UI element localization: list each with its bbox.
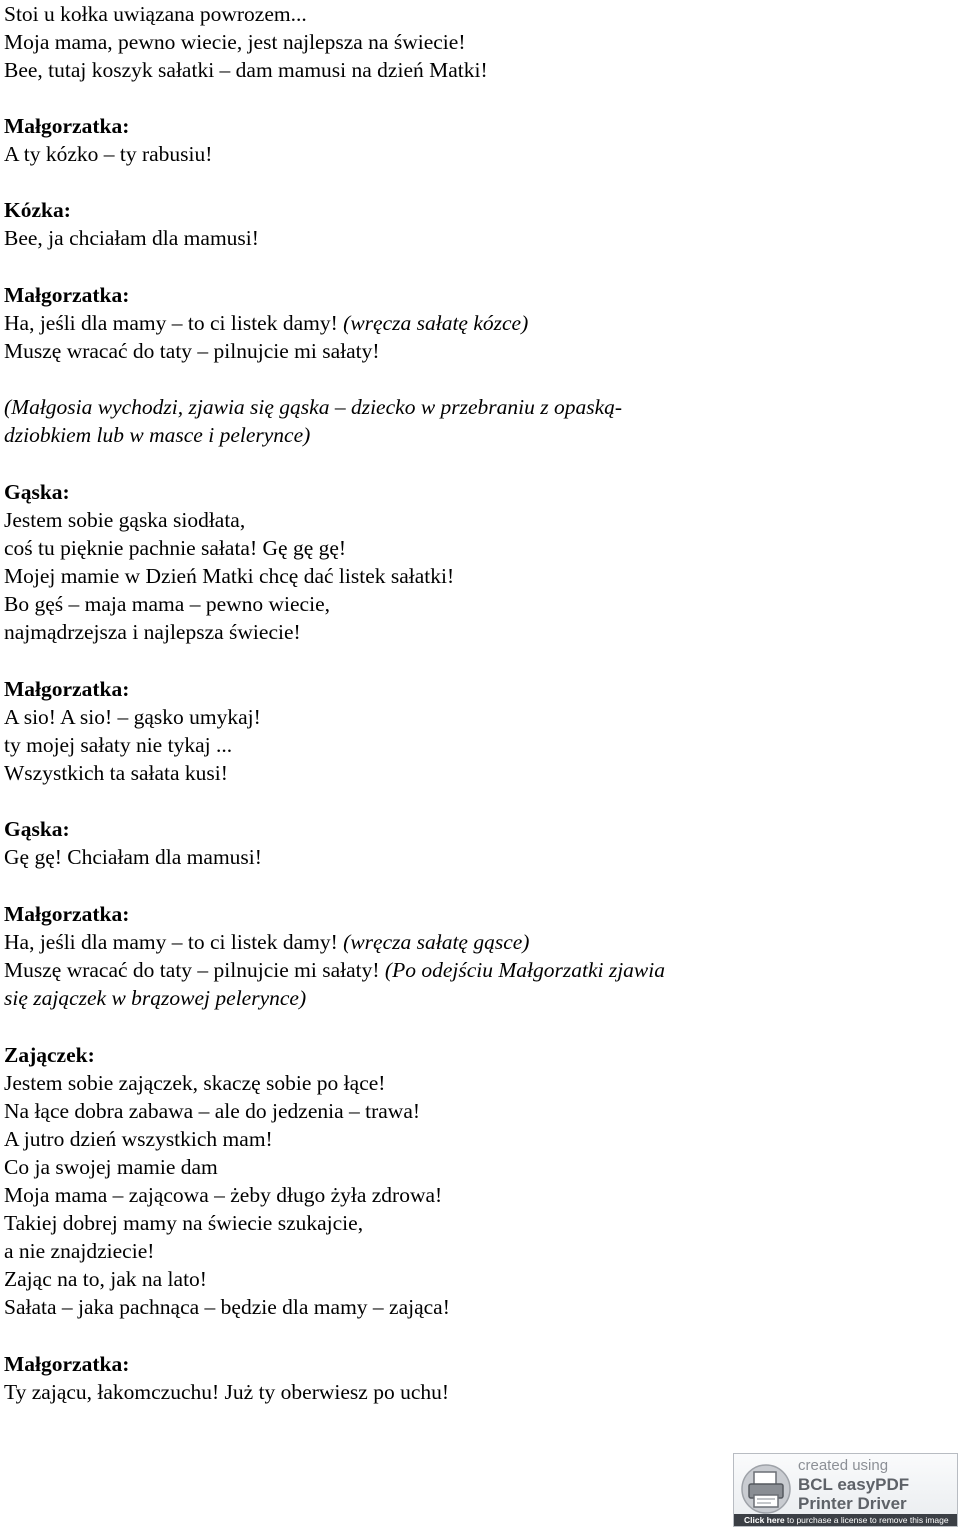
dialogue-text: A sio! A sio! – gąsko umykaj!	[4, 705, 261, 729]
text-line	[4, 703, 261, 731]
text-line	[4, 1097, 420, 1125]
speaker-name: Małgorzatka:	[4, 1352, 130, 1376]
dialogue-text: a nie znajdziecie!	[4, 1239, 155, 1263]
speaker-name: Małgorzatka:	[4, 677, 130, 701]
dialogue-text: Moja mama – zającowa – żeby długo żyła zdrowa!	[4, 1183, 443, 1207]
click-here-text: Click here	[744, 1515, 785, 1525]
badge-created-text: created using	[798, 1457, 889, 1474]
dialogue-text: Jestem sobie gąska siodłata,	[4, 508, 246, 532]
badge-product-type: Printer Driver	[798, 1494, 907, 1513]
badge-product-name: BCL easyPDF	[798, 1475, 910, 1494]
dialogue-text: Moja mama, pewno wiecie, jest najlepsza na świecie!	[4, 30, 466, 54]
dialogue-text: coś tu pięknie pachnie sałata! Gę gę gę!	[4, 536, 347, 560]
text-line	[4, 421, 310, 449]
speaker-label	[4, 815, 70, 843]
dialogue-text: Takiej dobrej mamy na świecie szukajcie,	[4, 1211, 364, 1235]
stage-direction: się zajączek w brązowej pelerynce)	[4, 986, 307, 1010]
speaker-name: Małgorzatka:	[4, 902, 130, 926]
text-line	[4, 1378, 449, 1406]
dialogue-text: Ty zającu, łakomczuchu! Już ty oberwiesz po uchu!	[4, 1380, 450, 1404]
dialogue-text: A jutro dzień wszystkich mam!	[4, 1127, 273, 1151]
speaker-name: Gąska:	[4, 817, 70, 841]
text-line	[4, 28, 465, 56]
text-line	[4, 0, 307, 28]
text-line	[4, 56, 488, 84]
dialogue-text: Bee, tutaj koszyk sałatki – dam mamusi na dzień Matki!	[4, 58, 488, 82]
text-line	[4, 562, 454, 590]
stage-direction: (Po odejściu Małgorzatki zjawia	[384, 958, 665, 982]
text-line	[4, 534, 346, 562]
dialogue-text: A ty kózko – ty rabusiu!	[4, 142, 213, 166]
dialogue-text: Ha, jeśli dla mamy – to ci listek damy!	[4, 311, 344, 335]
text-line	[4, 224, 259, 252]
text-line	[4, 140, 212, 168]
stage-direction: (wręcza sałatę kózce)	[343, 311, 529, 335]
dialogue-text: Sałata – jaka pachnąca – będzie dla mamy – zająca!	[4, 1295, 450, 1319]
text-line	[4, 731, 232, 759]
speaker-label	[4, 675, 129, 703]
speaker-label	[4, 281, 129, 309]
text-line	[4, 1237, 154, 1265]
dialogue-text: Muszę wracać do taty – pilnujcie mi sałaty!	[4, 339, 380, 363]
speaker-name: Kózka:	[4, 198, 71, 222]
text-line	[4, 309, 528, 337]
text-line	[4, 1181, 442, 1209]
text-line	[4, 590, 330, 618]
text-line	[4, 337, 380, 365]
dialogue-text: najmądrzejsza i najlepsza świecie!	[4, 620, 301, 644]
speaker-name: Gąska:	[4, 480, 70, 504]
purchase-license-link[interactable]	[734, 1514, 957, 1526]
text-line	[4, 1209, 363, 1237]
text-line	[4, 928, 529, 956]
text-line	[4, 956, 665, 984]
text-line	[4, 843, 262, 871]
dialogue-text: ty mojej sałaty nie tykaj ...	[4, 733, 233, 757]
text-line	[4, 1293, 450, 1321]
stage-direction: dziobkiem lub w masce i pelerynce)	[4, 423, 311, 447]
speaker-name: Małgorzatka:	[4, 283, 130, 307]
dialogue-text: Mojej mamie w Dzień Matki chcę dać listek sałatki!	[4, 564, 455, 588]
text-line	[4, 393, 622, 421]
text-line	[4, 1153, 218, 1181]
dialogue-text: Co ja swojej mamie dam	[4, 1155, 218, 1179]
dialogue-text: Muszę wracać do taty – pilnujcie mi sałaty!	[4, 958, 385, 982]
dialogue-text: Wszystkich ta sałata kusi!	[4, 761, 228, 785]
speaker-label	[4, 1041, 95, 1069]
printer-icon	[740, 1462, 792, 1516]
dialogue-text: Gę gę! Chciałam dla mamusi!	[4, 845, 262, 869]
dialogue-text: Bee, ja chciałam dla mamusi!	[4, 226, 259, 250]
dialogue-text: Ha, jeśli dla mamy – to ci listek damy!	[4, 930, 344, 954]
text-line	[4, 759, 228, 787]
speaker-name: Zajączek:	[4, 1043, 95, 1067]
license-text: to purchase a license to remove this image	[784, 1515, 949, 1525]
text-line	[4, 618, 301, 646]
speaker-label	[4, 196, 71, 224]
dialogue-text: Bo gęś – maja mama – pewno wiecie,	[4, 592, 330, 616]
text-line	[4, 1069, 385, 1097]
text-line	[4, 984, 306, 1012]
dialogue-text: Na łące dobra zabawa – ale do jedzenia – trawa!	[4, 1099, 421, 1123]
speaker-name: Małgorzatka:	[4, 114, 130, 138]
text-line	[4, 1265, 207, 1293]
speaker-label	[4, 478, 70, 506]
dialogue-text: Zając na to, jak na lato!	[4, 1267, 207, 1291]
text-line	[4, 1125, 273, 1153]
text-line	[4, 506, 245, 534]
dialogue-text: Stoi u kołka uwiązana powrozem...	[4, 2, 307, 26]
speaker-label	[4, 1350, 129, 1378]
stage-direction: (wręcza sałatę gąsce)	[343, 930, 530, 954]
dialogue-text: Jestem sobie zajączek, skaczę sobie po łące!	[4, 1071, 386, 1095]
watermark-badge[interactable]	[733, 1453, 958, 1527]
speaker-label	[4, 900, 129, 928]
stage-direction: (Małgosia wychodzi, zjawia się gąska – dziecko w przebraniu z opaską-	[4, 395, 623, 419]
speaker-label	[4, 112, 129, 140]
